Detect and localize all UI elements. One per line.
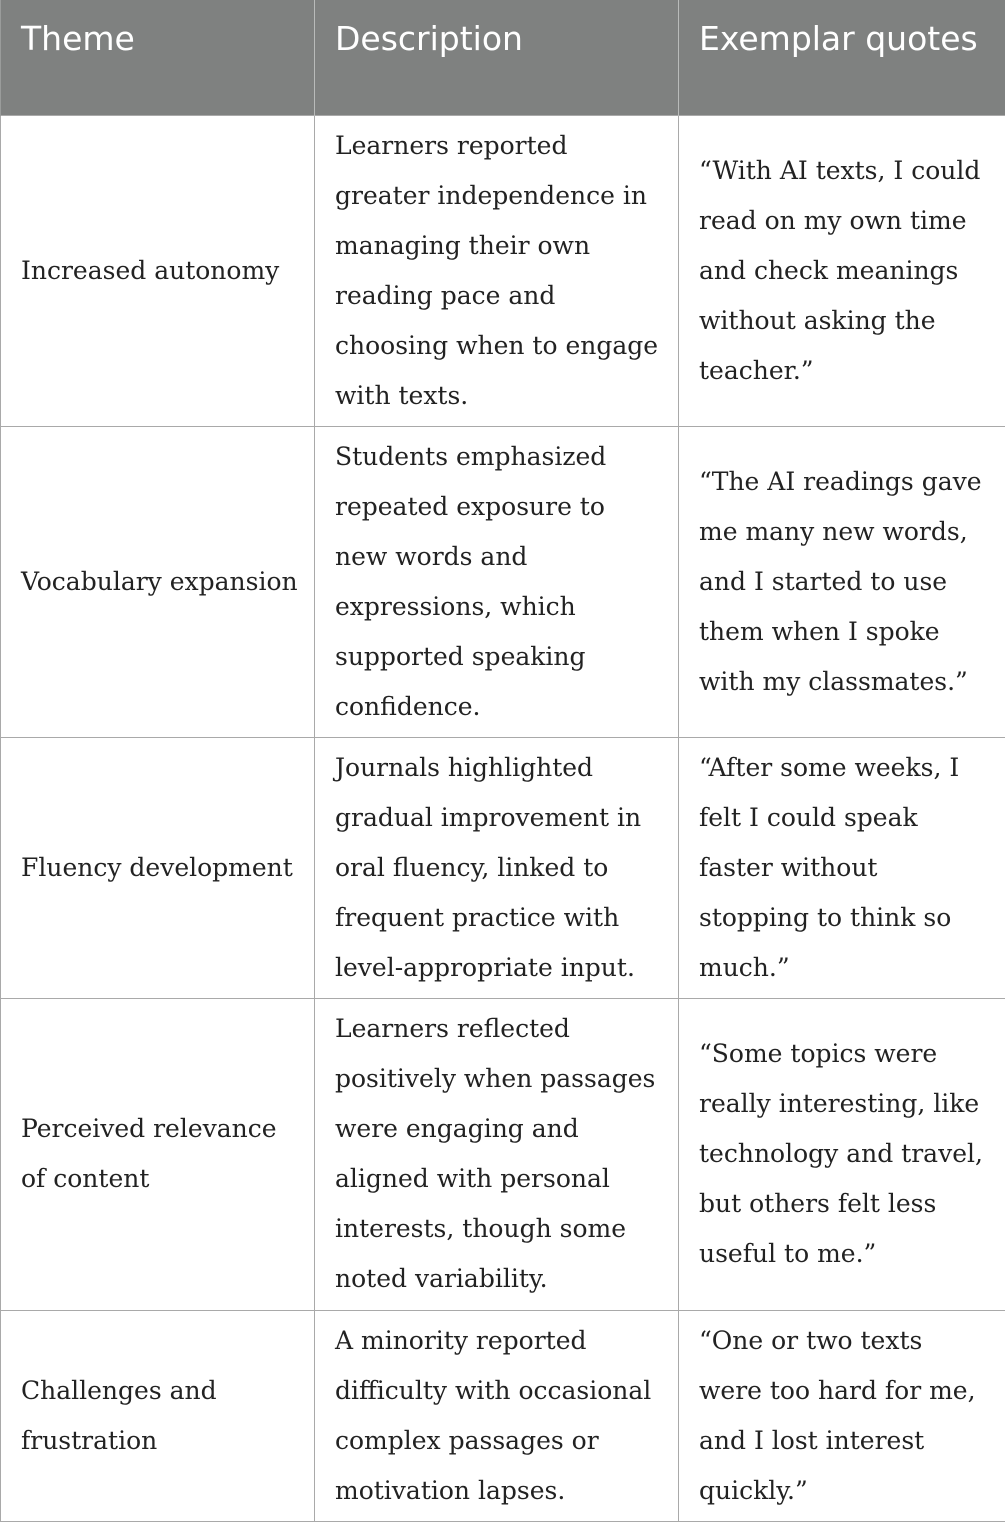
header-theme: Theme (1, 0, 315, 115)
theme-cell: Perceived relevance of content (1, 998, 315, 1310)
description-cell: Journals highlighted gradual improvement in oral fluency, linked to frequent practice with level-appropriate input. (315, 737, 679, 998)
theme-cell: Vocabulary expansion (1, 426, 315, 737)
table-row (1, 426, 1005, 737)
table-row (1, 737, 1005, 998)
quote-cell: “With AI texts, I could read on my own time and check meanings without asking the teacher.” (679, 115, 1005, 426)
description-cell: Students emphasized repeated exposure to new words and expressions, which supported speaking confidence. (315, 426, 679, 737)
quote-cell: “The AI readings gave me many new words, and I started to use them when I spoke with my classmates.” (679, 426, 1005, 737)
table-row (1, 998, 1005, 1310)
quote-cell: “One or two texts were too hard for me, and I lost interest quickly.” (679, 1310, 1005, 1521)
description-cell: Learners reflected positively when passages were engaging and aligned with personal interests, though some noted variability. (315, 998, 679, 1310)
description-cell: Learners reported greater independence in managing their own reading pace and choosing when to engage with texts. (315, 115, 679, 426)
description-cell: A minority reported difficulty with occasional complex passages or motivation lapses. (315, 1310, 679, 1521)
theme-cell: Fluency development (1, 737, 315, 998)
quote-cell: “Some topics were really interesting, like technology and travel, but others felt less useful to me.” (679, 998, 1005, 1310)
table-row (1, 115, 1005, 426)
quote-cell: “After some weeks, I felt I could speak faster without stopping to think so much.” (679, 737, 1005, 998)
header-row (1, 0, 1005, 115)
header-exemplar-quotes: Exemplar quotes (679, 0, 1005, 115)
theme-cell: Increased autonomy (1, 115, 315, 426)
theme-cell: Challenges and frustration (1, 1310, 315, 1521)
header-description: Description (315, 0, 679, 115)
table-row (1, 1310, 1005, 1521)
